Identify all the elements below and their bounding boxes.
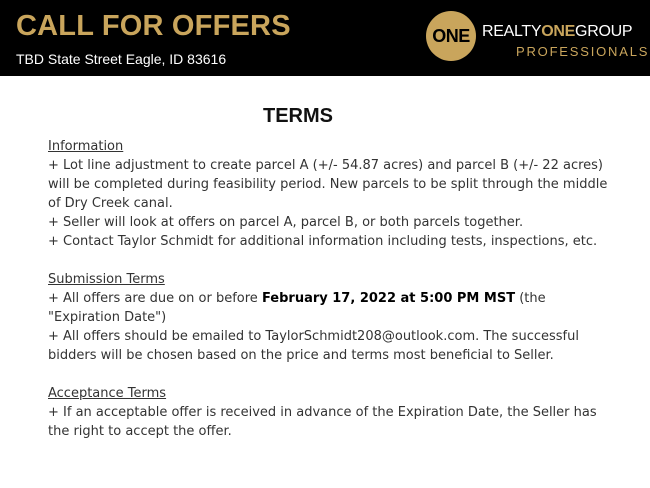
logo-brand-part1: REALTY — [482, 23, 542, 40]
logo-brand-part2: ONE — [541, 23, 576, 40]
information-line-2: + Seller will look at offers on parcel A, parcel B, or both parcels together. — [48, 215, 524, 230]
logo-brand-name — [482, 23, 632, 41]
acceptance-line-1: + If an acceptable offer is received in advance of the Expiration Date, the Seller has the right to accept the offer. — [48, 405, 597, 439]
deadline-suffix: (the "Expiration Date") — [48, 291, 546, 325]
information-heading: Information — [48, 139, 124, 154]
terms-heading: TERMS — [263, 105, 333, 127]
acceptance-heading: Acceptance Terms — [48, 386, 167, 401]
property-address: TBD State Street Eagle, ID 83616 — [16, 51, 227, 67]
logo-circle-text: ONE — [432, 25, 470, 46]
submission-email-line: + All offers should be emailed to TaylorSchmidt208@outlook.com. The successful bidders will be chosen based on the price and terms most beneficial to Seller. — [48, 329, 579, 363]
realty-one-group-logo — [426, 11, 650, 61]
logo-subtitle: PROFESSIONALS — [516, 44, 650, 59]
terms-content — [48, 137, 608, 441]
information-line-3: + Contact Taylor Schmidt for additional information including tests, inspections, etc. — [48, 234, 598, 249]
section-spacer — [48, 251, 608, 270]
page-title: CALL FOR OFFERS — [16, 10, 291, 42]
deadline-date: February 17, 2022 at 5:00 PM MST — [261, 291, 516, 306]
header-banner — [0, 0, 650, 76]
submission-deadline-line — [48, 289, 608, 327]
logo-circle-icon — [426, 11, 476, 61]
logo-brand-part3: GROUP — [575, 23, 633, 40]
information-line-1: + Lot line adjustment to create parcel A (+/- 54.87 acres) and parcel B (+/- 22 acres) will be completed during feasibility period. New parcels to be split through the middle of Dry Creek canal. — [48, 158, 608, 211]
submission-heading: Submission Terms — [48, 272, 165, 287]
section-spacer — [48, 365, 608, 384]
deadline-prefix: + All offers are due on or before — [48, 291, 262, 306]
